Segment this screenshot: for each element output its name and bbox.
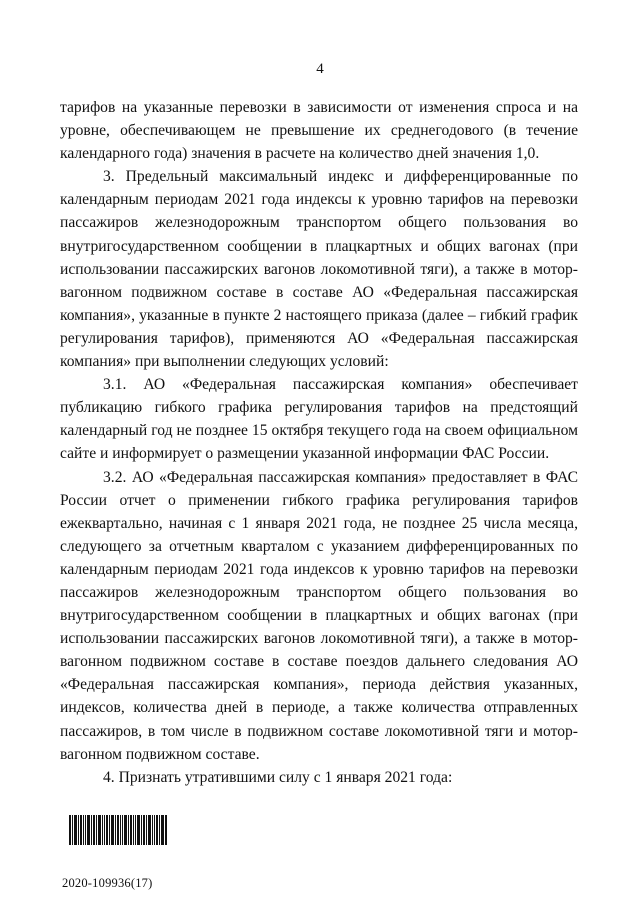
paragraph-item-3-2: 3.2. АО «Федеральная пассажирская компания» предоставляет в ФАС России отчет о применении гибкого графика регулирования тарифов ежеквартально, начиная с 1 января 2021 года, не позднее 25 числа месяца, следующего за отчетным кварталом с указанием дифференцированных по календарным периодам 2021 года индексов к уровню тарифов на перевозки пассажиров железнодорожным транспортом общего пользования во внутригосударственном сообщении в плацкартных и общих вагонах (при использовании пассажирских вагонов локомотивной тяги), а также в мотор-вагонном подвижном составе в составе поездов дальнего следования АО «Федеральная пассажирская компания», периода действия указанных, индексов, количества дней в периоде, а также количества отправленных пассажиров, в том числе в подвижном составе локомотивной тяги и мотор-вагонном подвижном составе. [60, 468, 578, 763]
paragraph-continuation: тарифов на указанные перевозки в зависимости от изменения спроса и на уровне, обеспечивающем не превышение их среднегодового (в течение календарного года) значения в расчете на количество дней значения 1,0. [60, 99, 578, 163]
barcode-image [69, 815, 167, 845]
paragraph-item-4: 4. Признать утратившими силу с 1 января 2021 года: [103, 768, 453, 786]
document-body [60, 96, 578, 789]
document-code: 2020-109936(17) [62, 876, 153, 890]
paragraph-item-3: 3. Предельный максимальный индекс и дифференцированные по календарным периодам 2021 года индексы к уровню тарифов на перевозки пассажиров железнодорожным транспортом общего пользования во внутригосударственном сообщении в плацкартных и общих вагонах (при использовании пассажирских вагонов локомотивной тяги), а также в мотор-вагонном подвижном составе в составе АО «Федеральная пассажирская компания», указанные в пункте 2 настоящего приказа (далее – гибкий график регулирования тарифов), применяются АО «Федеральная пассажирская компания» при выполнении следующих условий: [60, 168, 578, 371]
page-number: 4 [316, 61, 324, 77]
paragraph-item-3-1: 3.1. АО «Федеральная пассажирская компания» обеспечивает публикацию гибкого графика регулирования тарифов на предстоящий календарный год не позднее 15 октября текущего года на своем официальном сайте и информирует о размещении указанной информации ФАС России. [60, 376, 578, 463]
